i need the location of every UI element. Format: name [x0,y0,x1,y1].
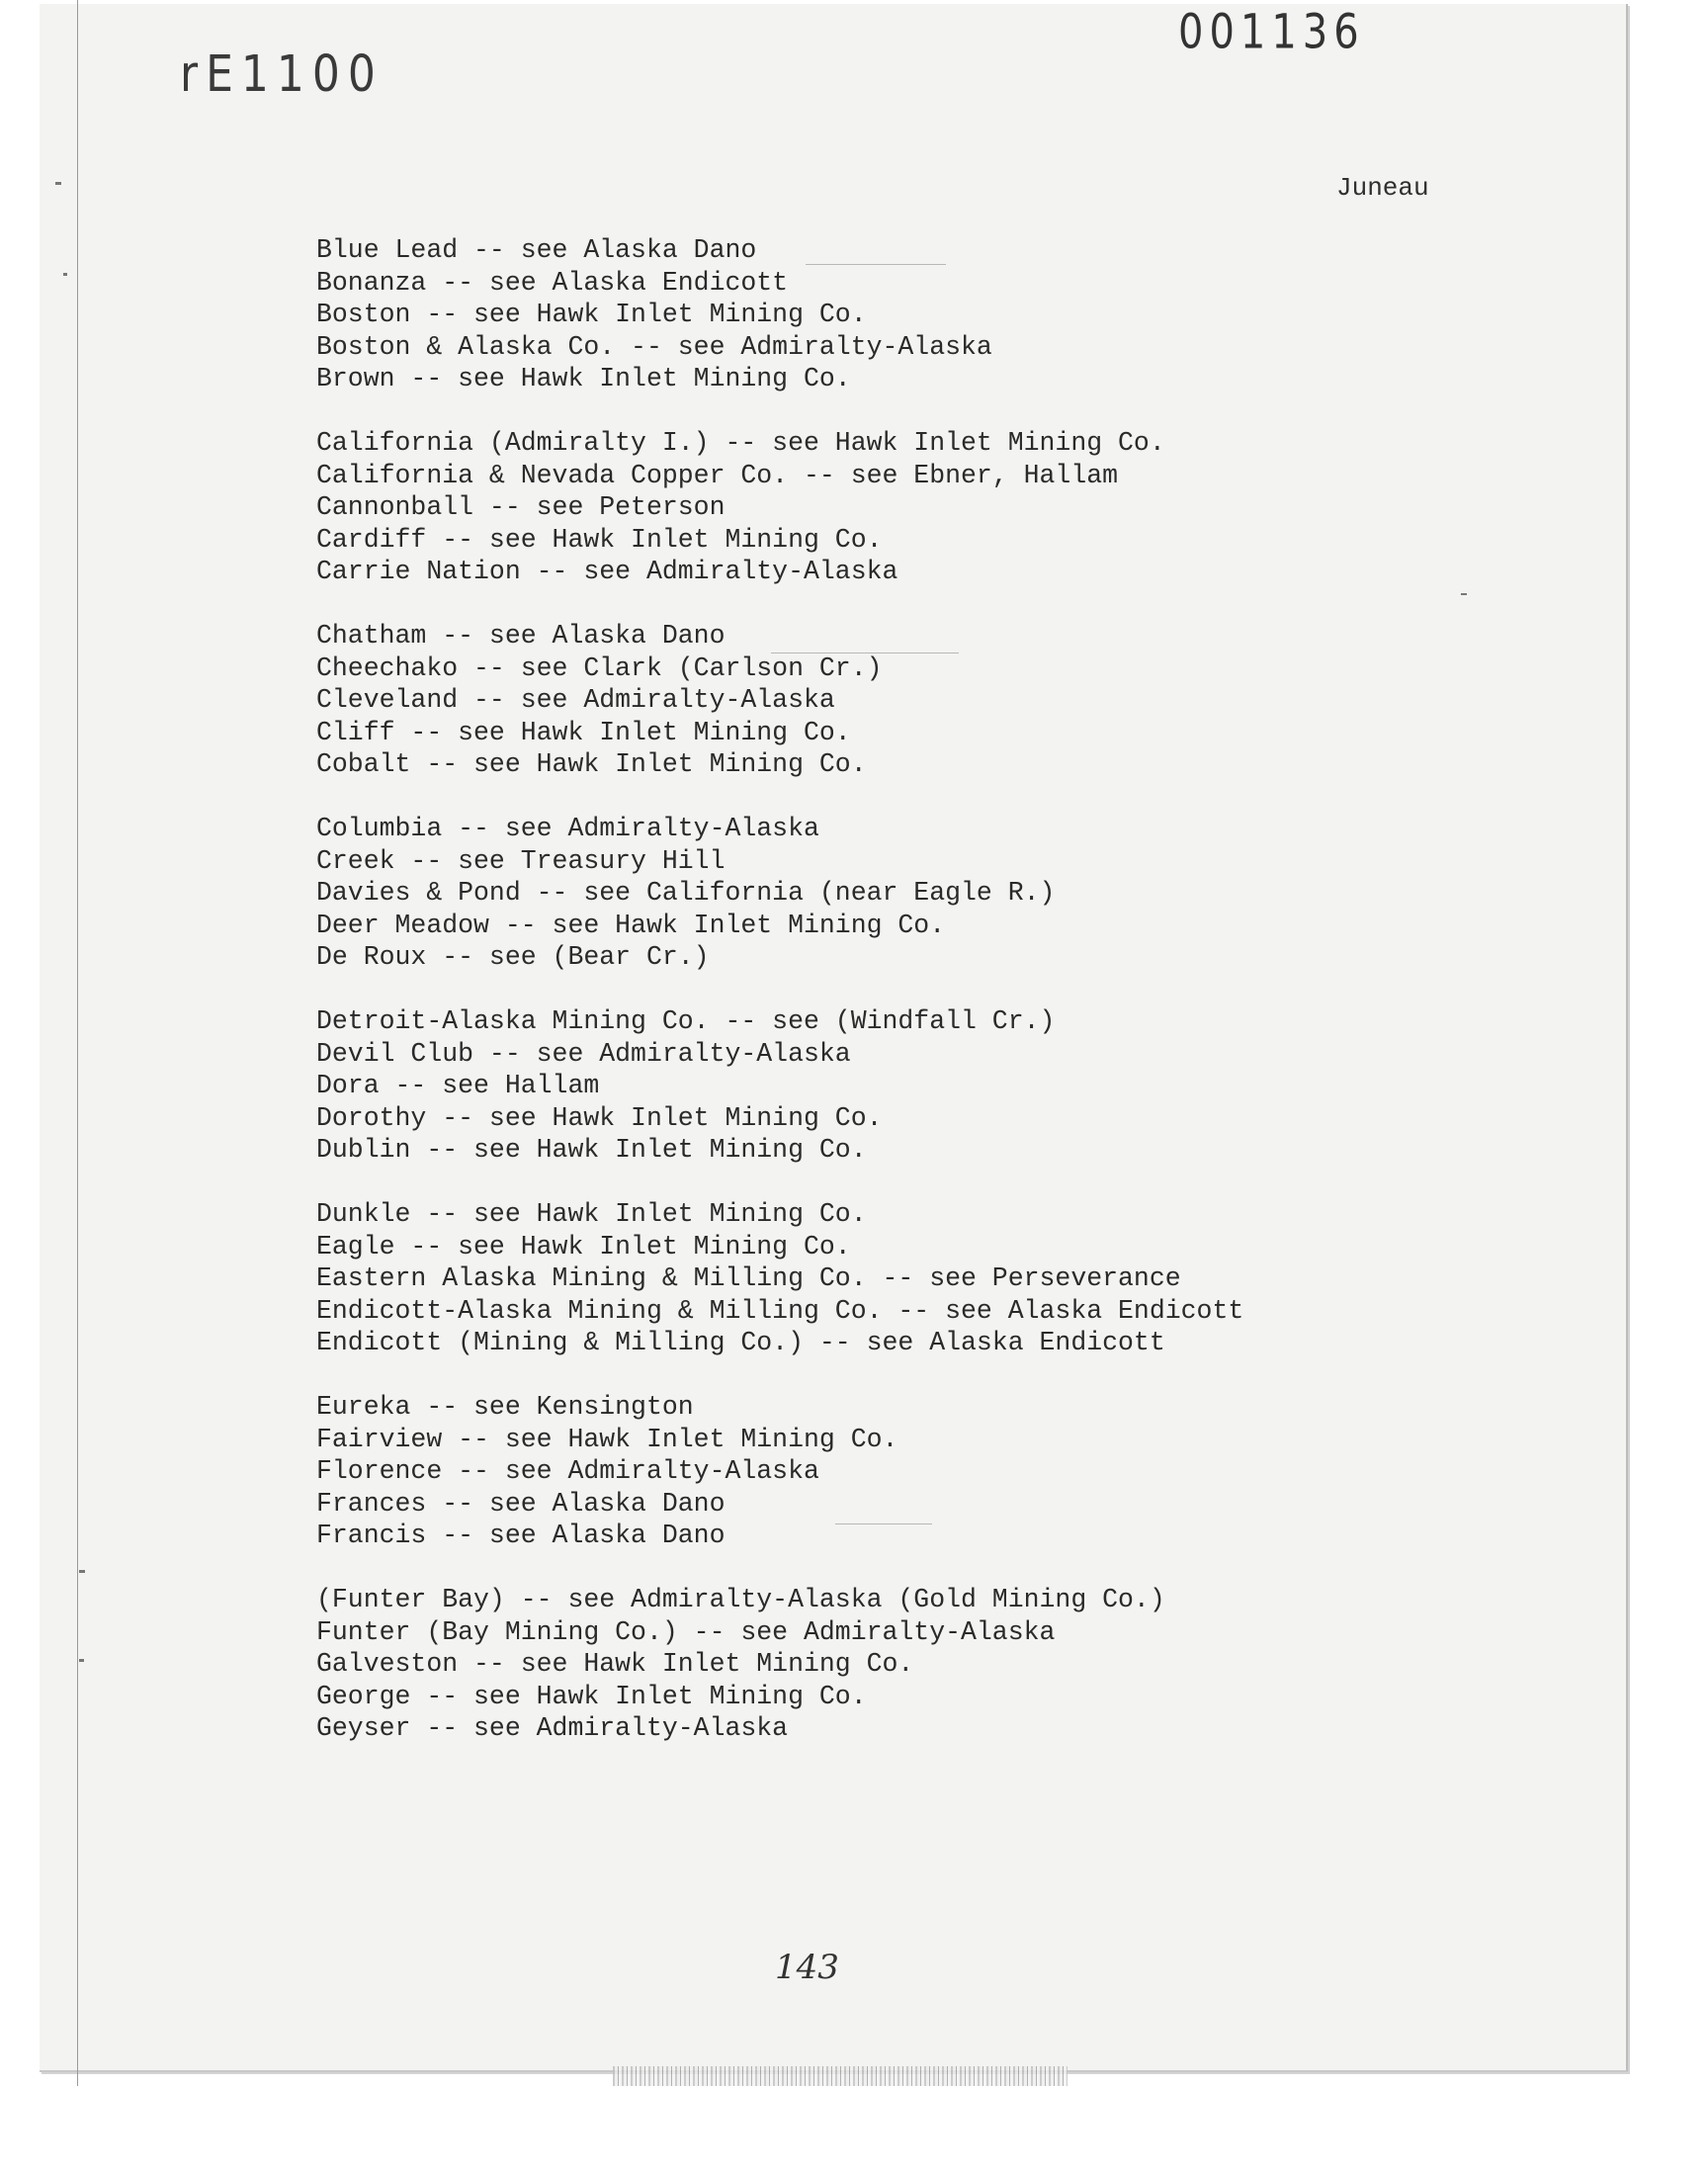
index-entry: Eureka -- see Kensington [316,1392,694,1422]
faint-rule [835,1523,932,1524]
index-entry: Dunkle -- see Hawk Inlet Mining Co. [316,1199,867,1229]
index-entry: Francis -- see Alaska Dano [316,1521,726,1550]
entry-group [316,1005,1243,1167]
entry-group [316,813,1243,974]
index-entry: Cleveland -- see Admiralty-Alaska [316,685,835,715]
index-entry: Cannonball -- see Peterson [316,492,726,522]
index-entry: Boston & Alaska Co. -- see Admiralty-Alaska [316,331,992,362]
index-entry: Cobalt -- see Hawk Inlet Mining Co. [316,749,867,779]
entry-group [316,1198,1243,1359]
index-entry: George -- see Hawk Inlet Mining Co. [316,1681,867,1711]
faint-rule [771,652,959,653]
index-entry: Eastern Alaska Mining & Milling Co. -- see Perseverance [316,1263,1181,1293]
margin-mark [55,182,61,185]
index-entry: (Funter Bay) -- see Admiralty-Alaska (Gold Mining Co.) [316,1585,1165,1614]
index-entry: Blue Lead -- see Alaska Dano [316,235,757,265]
index-entry: Detroit-Alaska Mining Co. -- see (Windfall Cr.) [316,1006,1056,1036]
index-entry: Fairview -- see Hawk Inlet Mining Co. [316,1424,898,1454]
index-entry: Deer Meadow -- see Hawk Inlet Mining Co. [316,910,946,940]
index-entry: Bonanza -- see Alaska Endicott [316,267,789,298]
index-entry: Endicott (Mining & Milling Co.) -- see Alaska Endicott [316,1328,1165,1357]
index-entry: Dorothy -- see Hawk Inlet Mining Co. [316,1102,883,1133]
entry-group [316,620,1243,781]
index-entry: Galveston -- see Hawk Inlet Mining Co. [316,1649,914,1679]
index-entry: Chatham -- see Alaska Dano [316,621,726,651]
index-entry: Endicott-Alaska Mining & Milling Co. -- see Alaska Endicott [316,1295,1244,1326]
index-entry: Funter (Bay Mining Co.) -- see Admiralty-Alaska [316,1616,1056,1647]
index-entry: Carrie Nation -- see Admiralty-Alaska [316,557,898,586]
index-entry: Cheechako -- see Clark (Carlson Cr.) [316,652,883,683]
scan-edge-line [77,0,78,2086]
index-entry: Eagle -- see Hawk Inlet Mining Co. [316,1231,851,1262]
index-list [316,234,1243,1777]
header-location: Juneau [1336,173,1429,203]
margin-mark [79,1659,84,1662]
index-entry: De Roux -- see (Bear Cr.) [316,942,710,972]
index-entry: Cardiff -- see Hawk Inlet Mining Co. [316,524,883,555]
index-entry: Davies & Pond -- see California (near Eagle R.) [316,878,1056,908]
index-entry: Brown -- see Hawk Inlet Mining Co. [316,364,851,393]
index-entry: Creek -- see Treasury Hill [316,845,726,876]
index-entry: Florence -- see Admiralty-Alaska [316,1456,819,1486]
index-entry: Devil Club -- see Admiralty-Alaska [316,1038,851,1069]
entry-group [316,1584,1243,1745]
index-entry: Columbia -- see Admiralty-Alaska [316,814,819,843]
index-entry: Cliff -- see Hawk Inlet Mining Co. [316,717,851,747]
index-entry: Dora -- see Hallam [316,1071,600,1100]
margin-mark [63,273,67,276]
scan-artifact-strip [613,2066,1068,2086]
margin-mark [1461,593,1467,595]
index-entry: Boston -- see Hawk Inlet Mining Co. [316,300,867,329]
entry-group [316,1391,1243,1552]
margin-mark [79,1570,85,1573]
entry-group [316,427,1243,588]
index-entry: Frances -- see Alaska Dano [316,1488,726,1519]
index-entry: California (Admiralty I.) -- see Hawk Inlet Mining Co. [316,428,1165,458]
stamp-right: 001136 [1178,5,1365,60]
index-entry: Geyser -- see Admiralty-Alaska [316,1713,789,1743]
index-entry: California & Nevada Copper Co. -- see Ebner, Hallam [316,460,1119,490]
stamp-left: rE1100 [180,45,384,104]
faint-rule [806,264,946,265]
entry-group [316,234,1243,395]
index-entry: Dublin -- see Hawk Inlet Mining Co. [316,1135,867,1165]
page-number: 143 [775,1948,839,1987]
